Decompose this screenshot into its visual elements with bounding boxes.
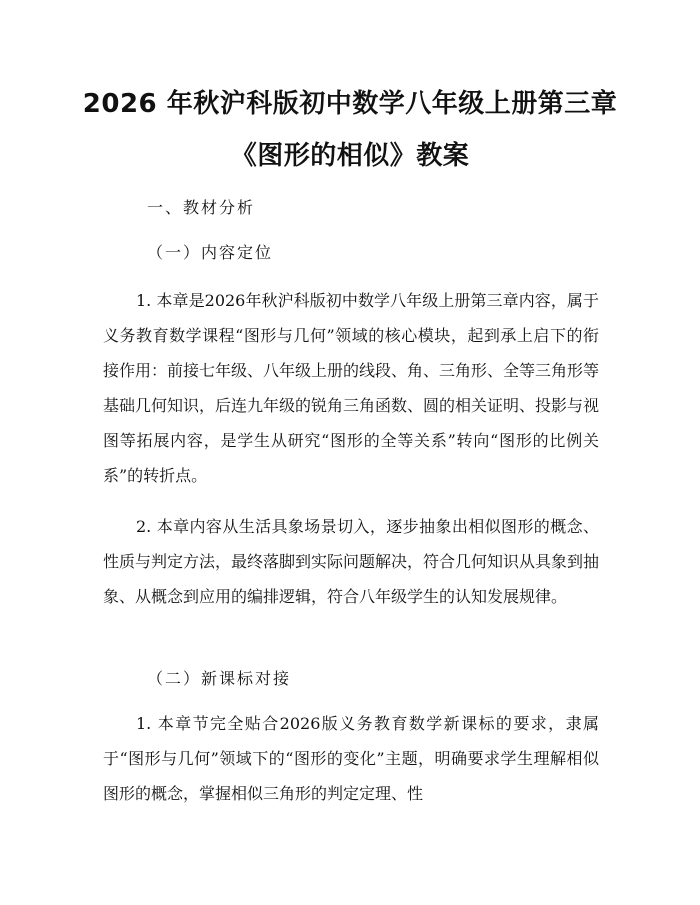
document-title-line1: 2026 年秋沪科版初中数学八年级上册第三章 — [82, 89, 618, 119]
subsection-heading: （一）内容定位 — [147, 243, 274, 262]
section-heading: 一、教材分析 — [147, 198, 256, 217]
subsection-heading: （二）新课标对接 — [147, 669, 292, 688]
document-title-line2: 《图形的相似》教案 — [230, 141, 470, 171]
paragraph: 1. 本章是2026年秋沪科版初中数学八年级上册第三章内容，属于义务教育数学课程“图形与几何”领域的核心模块，起到承上启下的衔接作用：前接七年级、八年级上册的线段、角、三角形、全等三角形等基础几何知识，后连九年级的锐角三角函数、圆的相关证明、投影与视图等拓展内容，是学生从研究“图形的全等关系”转向“图形的比例关系”的转折点。 — [103, 291, 600, 485]
paragraph: 1. 本章节完全贴合2026版义务教育数学新课标的要求，隶属于“图形与几何”领域下的“图形的变化”主题，明确要求学生理解相似图形的概念，掌握相似三角形的判定定理、性 — [103, 714, 599, 803]
paragraph: 2. 本章内容从生活具象场景切入，逐步抽象出相似图形的概念、性质与判定方法，最终落脚到实际问题解决，符合几何知识从具象到抽象、从概念到应用的编排逻辑，符合八年级学生的认知发展规律。 — [103, 517, 600, 606]
